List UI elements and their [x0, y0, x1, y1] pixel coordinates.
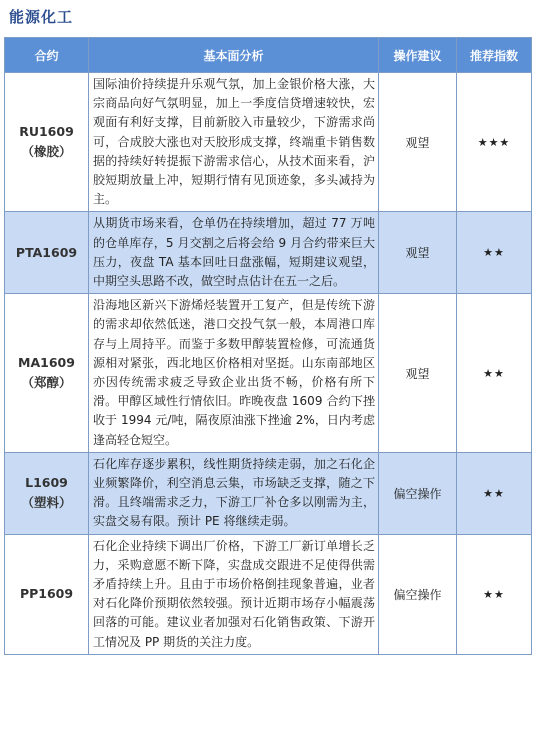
contract-cell [5, 294, 89, 453]
contract-cell [5, 212, 89, 294]
contract-code: RU1609 [19, 124, 74, 140]
advice-cell: 观望 [379, 73, 457, 212]
contract-cell [5, 452, 89, 534]
analysis-cell: 沿海地区新兴下游烯烃装置开工复产，但是传统下游的需求却依然低迷，港口交投气氛一般，本周港口库存与上周持平。而鉴于多数甲醇装置检修，可流通货源相对紧张，西北地区价格相对坚挺。山东南部地区亦因传统需求疲乏导致企业出货不畅，价格有所下滑。甲醇区域性行情依旧。昨晚夜盘 1609 合约下挫 收于 1994 元/吨，隔夜原油涨下挫逾 2%，日内考虑逢高轻仓短空。 [89, 294, 379, 453]
contract-name: （塑料） [21, 495, 72, 511]
table-row-l1609 [5, 452, 532, 534]
header-rating: 推荐指数 [457, 38, 532, 73]
contract-code: L1609 [25, 475, 68, 491]
rating-stars-icon: ★★ [457, 212, 532, 294]
header-contract: 合约 [5, 38, 89, 73]
header-advice: 操作建议 [379, 38, 457, 73]
contract-code: PP1609 [19, 586, 74, 602]
analysis-cell: 石化企业持续下调出厂价格，下游工厂新订单增长乏力，采购意愿不断下降，实盘成交跟进不足使得供需矛盾持续上升。且由于市场价格倒挂现象普遍，业者对石化降价预期依然较强。预计近期市场存小幅震荡回落的可能。建议业者加强对石化销售政策、下游开工情况及 PP 期货的关注力度。 [89, 534, 379, 654]
contract-code: PTA1609 [15, 244, 78, 260]
table-row-ma1609 [5, 294, 532, 453]
analysis-cell: 石化库存逐步累积，线性期货持续走弱，加之石化企业频繁降价，利空消息云集，市场缺乏支撑，随之下滑。且终端需求乏力，下游工厂补仓多以刚需为主，实盘交易有限。预计 PE 将继续走弱。 [89, 452, 379, 534]
contract-cell [5, 534, 89, 654]
rating-stars-icon: ★★ [457, 294, 532, 453]
page-title: 能源化工 [9, 8, 74, 26]
futures-analysis-table [4, 37, 532, 655]
analysis-cell: 国际油价持续提升乐观气氛，加上金银价格大涨，大宗商品向好气氛明显，加上一季度信贷增速较快，宏观面有利好支撑，目前新胶入市量较少，下游需求尚可，合成胶大涨也对天胶形成支撑，终端重卡销售数据的持续好转提振下游需求信心，从技术面来看，沪胶短期放量上冲，短期行情有见顶迹象，多头减持为主。 [89, 73, 379, 212]
contract-name: （郑醇） [21, 375, 72, 391]
advice-cell: 偏空操作 [379, 534, 457, 654]
table-header-row [5, 38, 532, 73]
table-row-pp1609 [5, 534, 532, 654]
analysis-cell: 从期货市场来看，仓单仍在持续增加，超过 77 万吨的仓单库存，5 月交割之后将会给 9 月合约带来巨大压力，夜盘 TA 基本回吐日盘涨幅，短期建议观望，中期空头思路不改，做空时点估计在五一之后。 [89, 212, 379, 294]
rating-stars-icon: ★★★ [457, 73, 532, 212]
rating-stars-icon: ★★ [457, 452, 532, 534]
contract-name: （橡胶） [21, 144, 72, 160]
advice-cell: 偏空操作 [379, 452, 457, 534]
table-row-ru1609 [5, 73, 532, 212]
advice-cell: 观望 [379, 294, 457, 453]
contract-cell [5, 73, 89, 212]
rating-stars-icon: ★★ [457, 534, 532, 654]
advice-cell: 观望 [379, 212, 457, 294]
contract-code: MA1609 [18, 355, 75, 371]
table-row-pta1609 [5, 212, 532, 294]
header-analysis: 基本面分析 [89, 38, 379, 73]
